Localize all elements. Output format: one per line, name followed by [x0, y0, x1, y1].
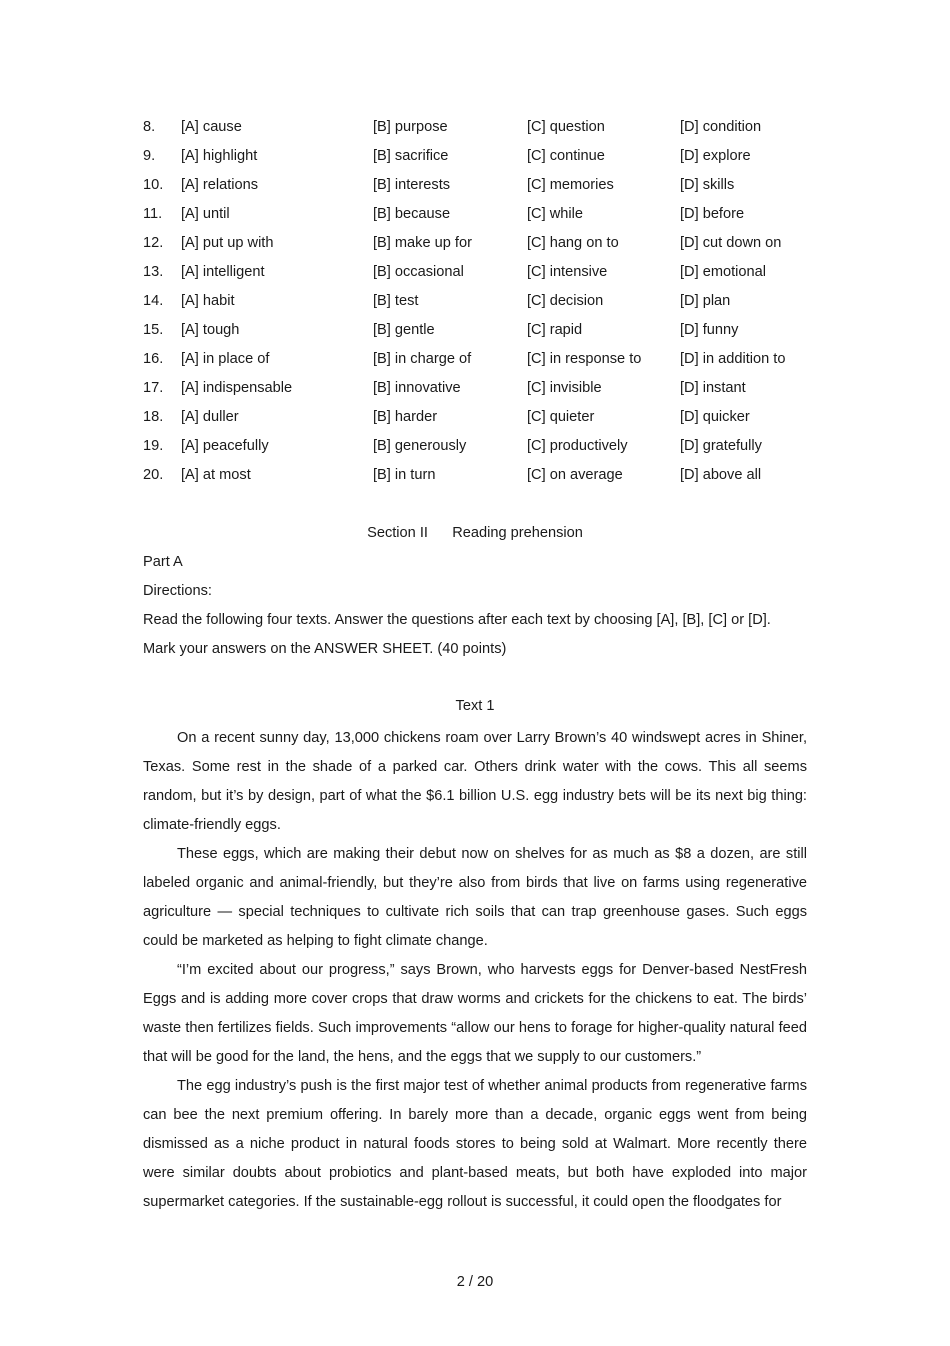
option-d: [D] gratefully: [680, 438, 762, 454]
option-row: [143, 406, 823, 435]
option-d: [D] instant: [680, 380, 746, 396]
option-c: [C] decision: [527, 293, 604, 309]
question-number: 14.: [143, 293, 164, 309]
option-c: [C] memories: [527, 177, 614, 193]
option-d: [D] quicker: [680, 409, 750, 425]
question-number: 9.: [143, 148, 156, 164]
question-number: 10.: [143, 177, 164, 193]
paragraph: On a recent sunny day, 13,000 chickens roam over Larry Brown’s 40 windswept acres in Shiner, Texas. Some rest in the shade of a parked car. Others drink water with the cows. This all seems random, but it’s by design, part of what the $6.1 billion U.S. egg industry bets will be its next big thing: climate-friendly eggs.: [143, 730, 807, 833]
directions-text: Mark your answers on the ANSWER SHEET. (40 points): [143, 641, 507, 657]
option-c: [C] intensive: [527, 264, 608, 280]
option-d: [D] above all: [680, 467, 762, 483]
question-number: 12.: [143, 235, 164, 251]
option-d: [D] skills: [680, 177, 735, 193]
option-b: [B] gentle: [373, 322, 435, 338]
option-c: [C] productively: [527, 438, 628, 454]
option-d: [D] plan: [680, 293, 731, 309]
option-a: [A] in place of: [181, 351, 270, 367]
option-c: [C] rapid: [527, 322, 583, 338]
paragraph: The egg industry’s push is the first major test of whether animal products from regenerative farms can bee the next premium offering. In barely more than a decade, organic eggs went from being dismissed as a niche product in natural foods stores to being sold at Walmart. More recently there were similar doubts about probiotics and plant-based meats, but both have exploded into major supermarket categories. If the sustainable-egg rollout is successful, it could open the floodgates for: [143, 1078, 807, 1210]
option-row: [143, 116, 823, 145]
option-row: [143, 232, 823, 261]
option-row: [143, 435, 823, 464]
section-title: Section II Reading prehension: [367, 525, 583, 541]
option-b: [B] purpose: [373, 119, 448, 135]
option-row: [143, 145, 823, 174]
option-c: [C] hang on to: [527, 235, 619, 251]
option-d: [D] funny: [680, 322, 739, 338]
option-a: [A] at most: [181, 467, 251, 483]
option-b: [B] generously: [373, 438, 467, 454]
option-b: [B] in charge of: [373, 351, 472, 367]
option-row: [143, 348, 823, 377]
option-c: [C] question: [527, 119, 605, 135]
option-a: [A] until: [181, 206, 230, 222]
option-a: [A] tough: [181, 322, 240, 338]
directions-label: Directions:: [143, 583, 212, 599]
option-row: [143, 464, 823, 493]
option-c: [C] in response to: [527, 351, 642, 367]
directions-text: Read the following four texts. Answer the questions after each text by choosing [A], [B], [C] or [D].: [143, 612, 771, 628]
paragraph: These eggs, which are making their debut now on shelves for as much as $8 a dozen, are still labeled organic and animal-friendly, but they’re also from birds that live on farms using regenerative agriculture — special techniques to cultivate rich soils that can trap greenhouse gases. Such eggs could be marketed as helping to fight climate change.: [143, 846, 807, 949]
option-d: [D] before: [680, 206, 745, 222]
option-a: [A] relations: [181, 177, 259, 193]
option-c: [C] invisible: [527, 380, 602, 396]
option-b: [B] innovative: [373, 380, 461, 396]
question-number: 16.: [143, 351, 164, 367]
option-b: [B] sacrifice: [373, 148, 449, 164]
option-a: [A] intelligent: [181, 264, 265, 280]
option-a: [A] put up with: [181, 235, 274, 251]
page-number: 2 / 20: [456, 1274, 494, 1290]
option-a: [A] duller: [181, 409, 239, 425]
option-row: [143, 203, 823, 232]
option-d: [D] in addition to: [680, 351, 786, 367]
option-d: [D] condition: [680, 119, 762, 135]
question-number: 8.: [143, 119, 156, 135]
option-a: [A] cause: [181, 119, 242, 135]
option-b: [B] interests: [373, 177, 451, 193]
options-table: [143, 116, 823, 493]
question-number: 20.: [143, 467, 164, 483]
part-label: Part A: [143, 554, 183, 570]
paragraph: “I’m excited about our progress,” says Brown, who harvests eggs for Denver-based NestFresh Eggs and is adding more cover crops that draw worms and crickets for the chickens to eat. The birds’ waste then fertilizes fields. Such improvements “allow our hens to forage for higher-quality natural feed that will be good for the land, the hens, and the eggs that we supply to our customers.”: [143, 962, 807, 1065]
option-a: [A] indispensable: [181, 380, 293, 396]
option-b: [B] test: [373, 293, 419, 309]
option-c: [C] quieter: [527, 409, 595, 425]
option-a: [A] highlight: [181, 148, 258, 164]
question-number: 15.: [143, 322, 164, 338]
option-c: [C] on average: [527, 467, 623, 483]
option-c: [C] while: [527, 206, 583, 222]
option-row: [143, 174, 823, 203]
question-number: 13.: [143, 264, 164, 280]
option-d: [D] emotional: [680, 264, 766, 280]
passage-body: [143, 724, 807, 1217]
option-row: [143, 319, 823, 348]
option-b: [B] because: [373, 206, 451, 222]
question-number: 17.: [143, 380, 164, 396]
option-b: [B] harder: [373, 409, 438, 425]
text-title: Text 1: [455, 698, 495, 714]
option-a: [A] peacefully: [181, 438, 269, 454]
question-number: 19.: [143, 438, 164, 454]
option-row: [143, 261, 823, 290]
question-number: 18.: [143, 409, 164, 425]
option-row: [143, 290, 823, 319]
option-b: [B] in turn: [373, 467, 436, 483]
option-a: [A] habit: [181, 293, 235, 309]
option-b: [B] make up for: [373, 235, 472, 251]
option-d: [D] explore: [680, 148, 751, 164]
question-number: 11.: [143, 206, 163, 222]
option-d: [D] cut down on: [680, 235, 782, 251]
option-row: [143, 377, 823, 406]
option-c: [C] continue: [527, 148, 605, 164]
option-b: [B] occasional: [373, 264, 464, 280]
